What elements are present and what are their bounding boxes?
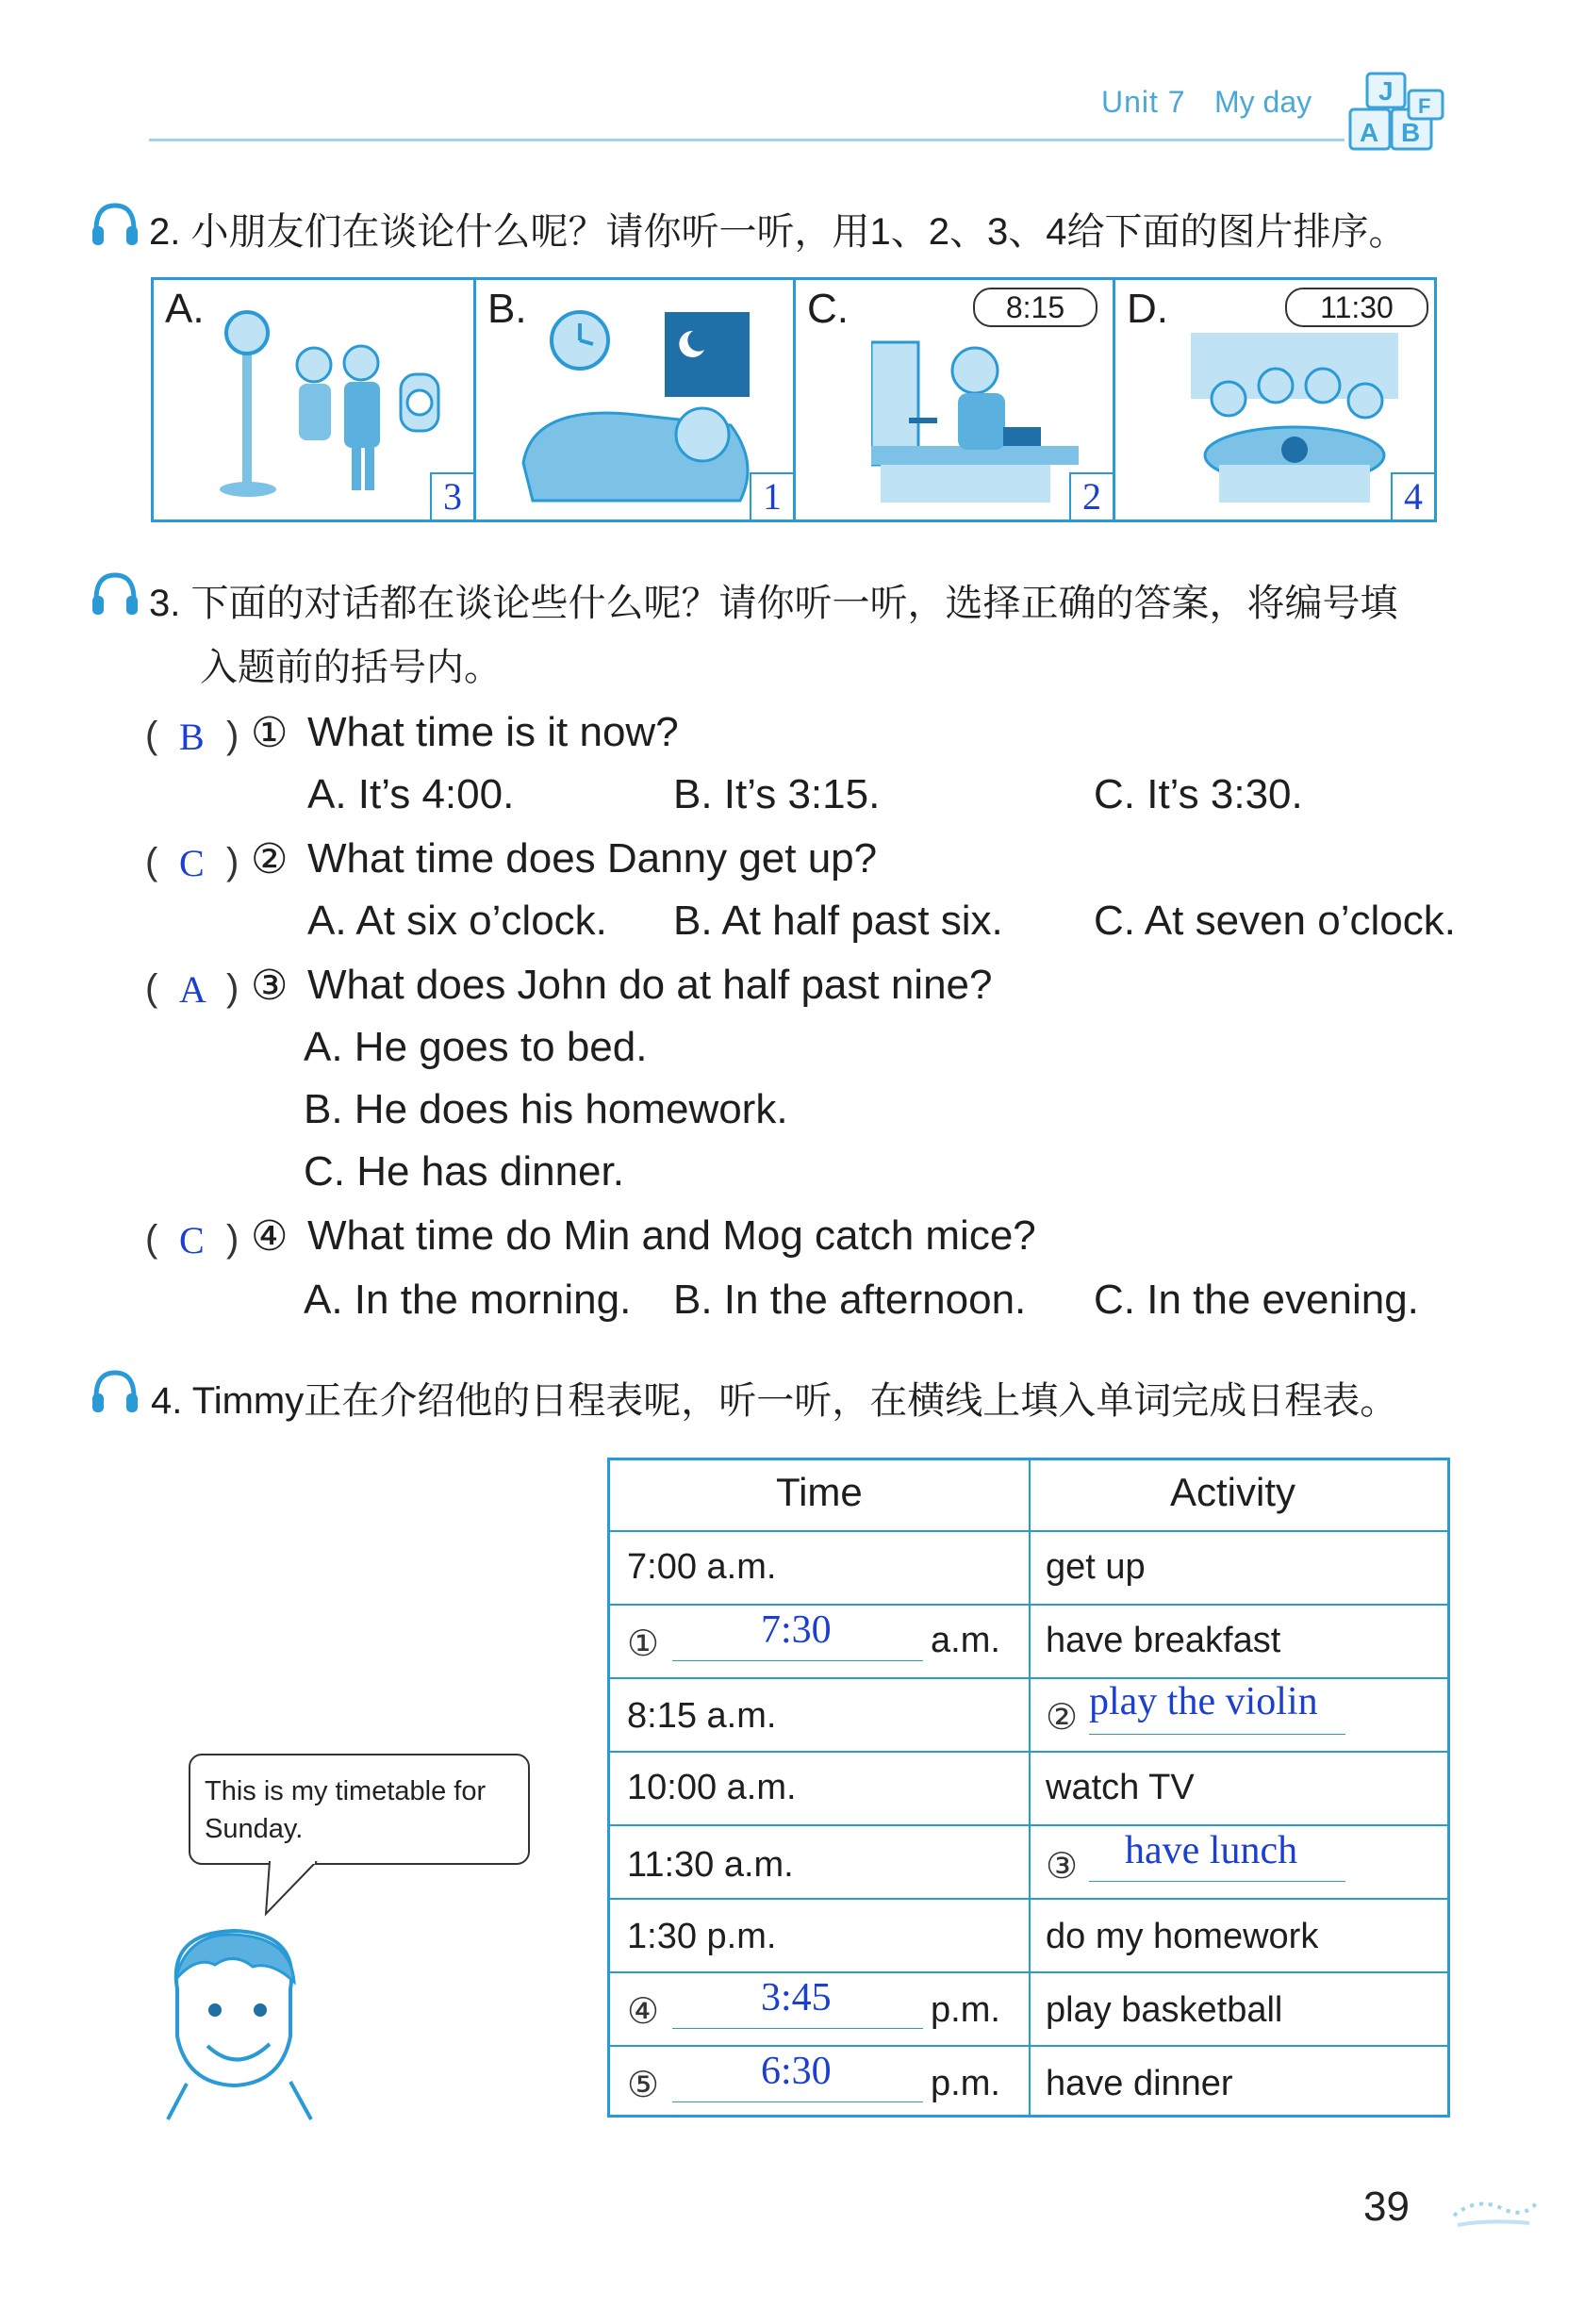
q3-option: B. At half past six. xyxy=(673,898,1003,944)
family-dinner-illustration xyxy=(1191,333,1398,512)
header-title: My day xyxy=(1214,85,1312,119)
q3-option: C. It’s 3:30. xyxy=(1094,771,1303,817)
activity-cell: play basketball xyxy=(1046,1990,1283,2030)
answer-bracket-open: ( xyxy=(145,967,158,1009)
decorative-swirl-icon xyxy=(1448,2187,1543,2234)
q3-number: ④ xyxy=(251,1213,289,1260)
speech-bubble-tail xyxy=(260,1861,336,1918)
activity-cell: have breakfast xyxy=(1046,1621,1281,1660)
time-cell: 8:15 a.m. xyxy=(627,1696,777,1736)
answer-line xyxy=(672,1660,923,1661)
header-time: Time xyxy=(776,1470,863,1514)
svg-text:F: F xyxy=(1418,94,1431,118)
q3-option: C. He has dinner. xyxy=(304,1148,624,1195)
answer-bracket-open: ( xyxy=(145,715,158,756)
answer-bracket-close: ) xyxy=(226,1218,239,1260)
q4-heading: 4. Timmy正在介绍他的日程表呢，听一听，在横线上填入单词完成日程表。 xyxy=(151,1380,1398,1422)
filled-answer: 6:30 xyxy=(761,2050,832,2093)
header-unit: Unit 7 xyxy=(1101,85,1186,119)
blank-number: ③ xyxy=(1046,1847,1079,1887)
time-cell: 1:30 p.m. xyxy=(627,1917,777,1956)
headphones-icon xyxy=(89,1367,141,1416)
answer-bracket-close: ) xyxy=(226,967,239,1009)
page-number: 39 xyxy=(1363,2184,1410,2230)
picture-answer: 3 xyxy=(430,472,473,519)
header-rule xyxy=(149,139,1345,141)
filled-answer: play the violin xyxy=(1089,1680,1318,1723)
answer-line xyxy=(672,2028,923,2029)
boy-sleeping-illustration xyxy=(514,303,768,510)
q3-number: ② xyxy=(251,836,289,882)
q3-answer: C xyxy=(179,842,205,884)
q3-heading-line1: 3. 下面的对话都在谈论些什么呢？请你听一听，选择正确的答案，将编号填 xyxy=(149,583,1398,624)
q2-heading: 2. 小朋友们在谈论什么呢？请你听一听，用1、2、3、4给下面的图片排序。 xyxy=(149,211,1407,253)
answer-line xyxy=(1089,1734,1345,1735)
headphones-icon xyxy=(89,569,141,618)
q3-option: A. At six o’clock. xyxy=(307,898,607,944)
answer-bracket-open: ( xyxy=(145,1218,158,1260)
picture-a xyxy=(151,277,476,522)
answer-bracket-open: ( xyxy=(145,841,158,882)
bubble-text: This is my timetable for Sunday. xyxy=(205,1776,487,1844)
picture-answer: 4 xyxy=(1391,472,1434,519)
q3-answer: C xyxy=(179,1219,205,1261)
q3-question: What does John do at half past nine? xyxy=(307,962,993,1008)
picture-letter: D. xyxy=(1127,286,1168,332)
table-row xyxy=(610,1751,1447,1826)
q3-option: B. He does his homework. xyxy=(304,1086,788,1132)
filled-answer: 3:45 xyxy=(761,1976,832,2019)
filled-answer: have lunch xyxy=(1125,1829,1298,1872)
q3-option: A. He goes to bed. xyxy=(304,1024,648,1070)
svg-text:J: J xyxy=(1378,76,1394,106)
time-suffix: p.m. xyxy=(931,1990,1000,2030)
time-suffix: p.m. xyxy=(931,2064,1000,2103)
answer-bracket-close: ) xyxy=(226,841,239,882)
q3-question: What time do Min and Mog catch mice? xyxy=(307,1212,1036,1259)
q3-option: C. In the evening. xyxy=(1094,1277,1419,1323)
answer-bracket-close: ) xyxy=(226,715,239,756)
q3-question: What time is it now? xyxy=(307,709,679,755)
activity-cell: have dinner xyxy=(1046,2064,1233,2103)
boy-timmy-illustration xyxy=(149,1923,328,2121)
table-row xyxy=(610,1530,1447,1606)
q3-option: A. In the morning. xyxy=(304,1277,632,1323)
table-row xyxy=(610,1824,1447,1900)
blank-number: ② xyxy=(1046,1698,1079,1738)
picture-letter: C. xyxy=(807,286,849,332)
time-cell: 7:00 a.m. xyxy=(627,1547,777,1587)
blank-number: ⑤ xyxy=(627,2066,660,2105)
q3-answer: B xyxy=(179,716,205,758)
table-row xyxy=(610,1898,1447,1973)
q3-option: C. At seven o’clock. xyxy=(1094,898,1456,944)
q3-answer: A xyxy=(179,968,206,1011)
q3-option: A. It’s 4:00. xyxy=(307,771,515,817)
activity-cell: watch TV xyxy=(1046,1768,1195,1807)
abc-blocks-icon xyxy=(1346,68,1450,155)
q3-heading-line2: 入题前的括号内。 xyxy=(200,647,502,688)
table-row xyxy=(610,1971,1447,2047)
svg-text:A: A xyxy=(1360,118,1379,147)
table-row xyxy=(610,2045,1447,2120)
picture-c xyxy=(793,277,1115,522)
q3-option: B. In the afternoon. xyxy=(673,1277,1027,1323)
headphones-icon xyxy=(89,200,141,249)
svg-text:B: B xyxy=(1401,118,1421,147)
blank-number: ④ xyxy=(627,1992,660,2032)
time-tag: 8:15 xyxy=(973,288,1097,327)
picture-b xyxy=(473,277,796,522)
q3-number: ③ xyxy=(251,963,289,1009)
time-suffix: a.m. xyxy=(931,1621,1000,1660)
activity-cell: get up xyxy=(1046,1547,1146,1587)
answer-line xyxy=(1089,1881,1345,1882)
answer-line xyxy=(672,2101,923,2102)
picture-answer: 1 xyxy=(750,472,793,519)
time-cell: 11:30 a.m. xyxy=(627,1845,794,1885)
blank-number: ① xyxy=(627,1624,660,1664)
header-activity: Activity xyxy=(1170,1470,1296,1514)
filled-answer: 7:30 xyxy=(761,1608,832,1652)
timetable xyxy=(607,1458,1450,2118)
picture-d xyxy=(1113,277,1437,522)
picture-letter: A. xyxy=(165,286,205,332)
kids-at-clock-illustration xyxy=(220,308,446,506)
table-row xyxy=(610,1677,1447,1753)
activity-cell: do my homework xyxy=(1046,1917,1319,1956)
q3-question: What time does Danny get up? xyxy=(307,835,878,882)
q3-number: ① xyxy=(251,710,289,756)
q3-option: B. It’s 3:15. xyxy=(673,771,881,817)
girl-doing-homework-illustration xyxy=(871,333,1079,512)
time-cell: 10:00 a.m. xyxy=(627,1768,797,1807)
picture-letter: B. xyxy=(487,286,527,332)
table-row xyxy=(610,1604,1447,1679)
picture-answer: 2 xyxy=(1069,472,1113,519)
time-tag: 11:30 xyxy=(1285,288,1428,327)
